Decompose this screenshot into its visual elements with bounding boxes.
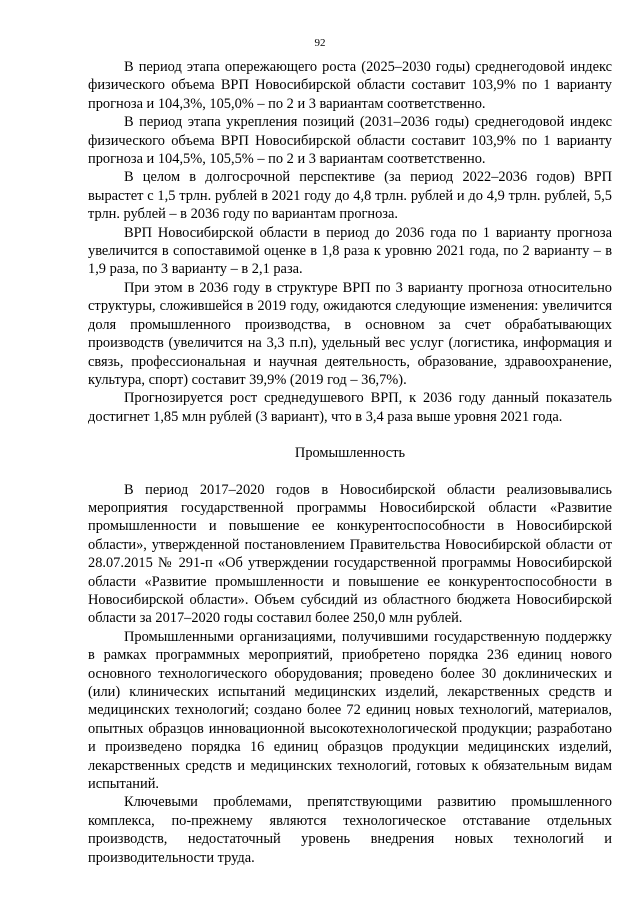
section-heading: Промышленность [294,445,406,462]
document-body [88,58,612,867]
paragraph: В целом в долгосрочной перспективе (за период 2022–2036 годов) ВРП вырастет с 1,5 трлн. рублей в 2021 году до 4,8 трлн. рублей и до 4,9 трлн. рублей, 5,5 трлн. рублей – в 2036 году по вариантам прогноза. [88,169,612,223]
paragraph: В период 2017–2020 годов в Новосибирской области реализовывались мероприятия государственной программы Новосибирской области «Развитие промышленности и повышение ее конкурентоспособности в Новосибирской области», утвержденной постановлением Правительства Новосибирской области от 28.07.2015 № 291-п «Об утверждении государственной программы Новосибирской области «Развитие промышленности и повышение ее конкурентоспособности в Новосибирской области». Объем субсидий из областного бюджета Новосибирской области за 2017–2020 годы составил более 250,0 млн рублей. [88,481,612,627]
paragraph: В период этапа укрепления позиций (2031–2036 годы) среднегодовой индекс физического объема ВРП Новосибирской области составит 103,9% по 1 варианту прогноза и 104,5%, 105,5% – по 2 и 3 вариантам соответственно. [88,114,612,168]
paragraph: Промышленными организациями, получившими государственную поддержку в рамках программных мероприятий, приобретено порядка 236 единиц нового основного технологического оборудования; проведено более 30 доклинических и (или) клинических испытаний медицинских изделий, лекарственных средств и медицинских технологий; создано более 72 единиц новых технологий, материалов, опытных образцов инновационной высокотехнологической продукции; разработано и произведено порядка 16 единиц образцов продукции медицинских изделий, лекарственных средств и медицинских технологий, готовых к обязательным видам испытаний. [88,628,612,793]
paragraph: Прогнозируется рост среднедушевого ВРП, к 2036 году данный показатель достигнет 1,85 млн рублей (3 вариант), что в 3,4 раза выше уровня 2021 года. [88,390,612,425]
paragraph: ВРП Новосибирской области в период до 2036 года по 1 варианту прогноза увеличится в сопоставимой оценке в 1,8 раза к уровню 2021 года, по 2 варианту – в 1,9 раза, по 3 варианту – в 2,1 раза. [88,224,612,278]
paragraph: В период этапа опережающего роста (2025–2030 годы) среднегодовой индекс физического объема ВРП Новосибирской области составит 103,9% по 1 варианту прогноза и 104,3%, 105,0% – по 2 и 3 вариантам соответственно. [88,59,612,112]
paragraph: Ключевыми проблемами, препятствующими развитию промышленного комплекса, по-прежнему являются технологическое отставание отдельных производств, недостаточный уровень внедрения новых технологий и производительности труда. [88,794,612,866]
page-number: 92 [314,37,326,49]
paragraph: При этом в 2036 году в структуре ВРП по 3 варианту прогноза относительно структуры, сложившейся в 2019 году, ожидаются следующие изменения: увеличится доля промышленного производства, в основном за счет обрабатывающих производств (увеличится на 3,3 п.п), удельный вес услуг (логистика, информация и связь, профессиональная и научная деятельность, образование, здравоохранение, культура, спорт) составит 39,9% (2019 год – 36,7%). [88,279,612,388]
